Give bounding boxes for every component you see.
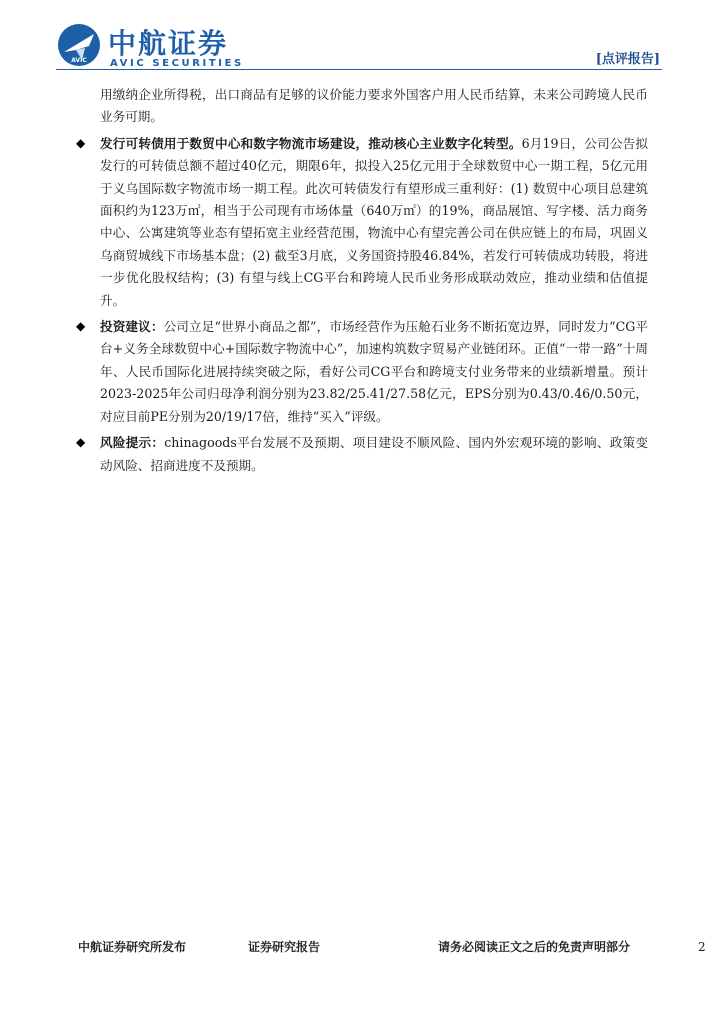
bullet-item-investment-advice (76, 316, 648, 428)
bullet-lead: 风险提示： (100, 435, 165, 451)
report-footer (78, 938, 708, 958)
bullet-item-convertible-bond (76, 133, 648, 312)
bullet-text: 公司立足“世界小商品之都”，市场经营作为压舱石业务不断拓宽边界，同时发力“CG平台+义务全球数贸中心+国际数字物流中心”，加速构筑数字贸易产业链闭环。正值“一带一路”十周年、人民币国际化进展持续突破之际，看好公司CG平台和跨境支付业务带来的业绩新增量。预计2023-2025年公司归母净利润分别为23.82/25.41/27.58亿元，EPS分别为0.43/0.46/0.50元，对应目前PE分别为20/19/17倍，维持“买入”评级。 (100, 319, 648, 424)
report-header (0, 0, 724, 80)
bullet-lead: 发行可转债用于数贸中心和数字物流市场建设，推动核心主业数字化转型。 (100, 135, 522, 151)
footer-report-type: 证券研究报告 (248, 940, 321, 954)
report-type-tag: [点评报告] (595, 52, 660, 67)
diamond-bullet-icon: ◆ (76, 319, 86, 334)
avic-aircraft-logo-icon (56, 22, 102, 68)
footer-disclaimer: 请务必阅读正文之后的免责声明部分 (438, 940, 631, 954)
header-divider (56, 69, 662, 70)
bullet-text: chinagoods平台发展不及预期、项目建设不顺风险、国内外宏观环境的影响、政策变动风险、招商进度不及预期。 (100, 435, 649, 473)
brand-name-cn: 中航证券 (108, 27, 229, 60)
report-body (76, 84, 648, 477)
diamond-bullet-icon: ◆ (76, 135, 86, 150)
bullet-lead: 投资建议： (100, 319, 164, 335)
bullet-text: 6月19日，公司公告拟发行的可转债总额不超过40亿元，期限6年，拟投入25亿元用于全球数贸中心一期工程，5亿元用于义乌国际数字物流市场一期工程。此次可转债发行有望形成三重利好：(1) 数贸中心项目总建筑面积约为123万㎡，相当于公司现有市场体量（640万㎡）的19%，商品展馆、写字楼、活力商务中心、公寓建筑等业态有望拓宽主业经营范围，物流中心有望完善公司在供应链上的布局，巩固义乌商贸城线下市场基本盘；(2) 截至3月底，义务国资持股46.84%，若发行可转债成功转股，将进一步优化股权结构；(3) 有望与线上CG平台和跨境人民币业务形成联动效应，推动业绩和估值提升。 (100, 135, 648, 308)
page-number: 2 (698, 940, 706, 954)
diamond-bullet-icon: ◆ (76, 435, 86, 450)
bullet-item-risk (76, 432, 648, 477)
footer-publisher: 中航证券研究所发布 (78, 940, 187, 954)
brand-name-en: AVIC SECURITIES (110, 58, 244, 69)
intro-paragraph: 用缴纳企业所得税，出口商品有足够的议价能力要求外国客户用人民币结算，未来公司跨境人民币业务可期。 (100, 87, 648, 125)
svg-text:AVIC: AVIC (71, 57, 87, 64)
